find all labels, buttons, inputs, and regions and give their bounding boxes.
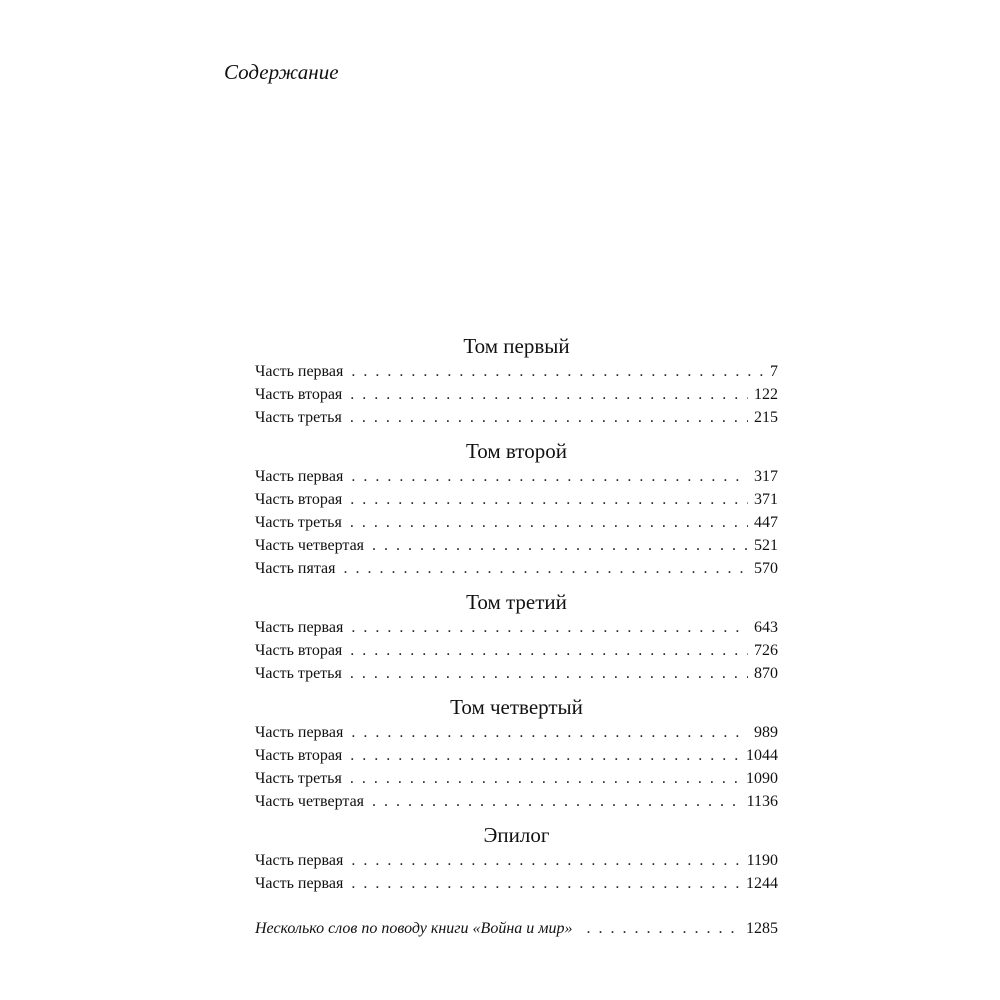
toc-entry[interactable] [255, 406, 778, 429]
toc-entry-label: Часть первая [255, 619, 344, 636]
toc-entry[interactable] [255, 744, 778, 767]
toc-entry[interactable] [255, 534, 778, 557]
toc-entry-label: Часть вторая [255, 386, 343, 403]
dot-leader [350, 511, 748, 534]
dot-leader [350, 662, 748, 685]
toc-entry-label: Часть третья [255, 770, 342, 787]
toc-entry[interactable] [255, 790, 778, 813]
toc-entry[interactable] [255, 616, 778, 639]
dot-leader [586, 917, 740, 940]
dot-leader [372, 790, 741, 813]
toc-entry-page-number: 1244 [746, 875, 778, 892]
toc-entry-label: Часть четвертая [255, 537, 365, 554]
dot-leader [372, 534, 748, 557]
toc-volume-1 [255, 332, 778, 429]
toc-entry[interactable] [255, 721, 778, 744]
toc-entry-label: Часть первая [255, 363, 344, 380]
toc-entry-page-number: 1285 [746, 920, 778, 937]
toc-entry[interactable] [255, 557, 778, 580]
volume-title: Том четвертый [450, 695, 583, 719]
toc-entry-label: Часть третья [255, 514, 342, 531]
dot-leader [350, 744, 740, 767]
toc-entry[interactable] [255, 767, 778, 790]
toc-entry-page-number: 7 [770, 363, 778, 380]
toc-entry-label: Часть вторая [255, 642, 343, 659]
toc-entry-label: Часть первая [255, 875, 344, 892]
dot-leader [350, 488, 748, 511]
toc-entry[interactable] [255, 511, 778, 534]
dot-leader [351, 360, 764, 383]
dot-leader [351, 465, 748, 488]
toc-entry-label: Часть третья [255, 409, 342, 426]
toc-entry[interactable] [255, 360, 778, 383]
table-of-contents [255, 332, 778, 940]
dot-leader [343, 557, 748, 580]
toc-entry[interactable] [255, 488, 778, 511]
toc-epilogue [255, 821, 778, 895]
toc-entry[interactable] [255, 639, 778, 662]
toc-entry-page-number: 570 [754, 560, 778, 577]
toc-entry-afterword[interactable] [255, 917, 778, 940]
dot-leader [351, 872, 740, 895]
toc-volume-2 [255, 437, 778, 580]
toc-entry-page-number: 1090 [746, 770, 778, 787]
toc-entry[interactable] [255, 465, 778, 488]
toc-entry-page-number: 726 [754, 642, 778, 659]
volume-title: Том второй [466, 439, 567, 463]
toc-entry-label: Часть пятая [255, 560, 336, 577]
page-title: Содержание [224, 60, 339, 84]
toc-entry-page-number: 1190 [746, 852, 778, 869]
volume-title: Том первый [463, 334, 570, 358]
toc-entry-label: Часть вторая [255, 747, 343, 764]
toc-entry-page-number: 122 [754, 386, 778, 403]
dot-leader [351, 721, 748, 744]
toc-entry-label: Несколько слов по поводу книги «Война и мир» [255, 920, 573, 937]
toc-entry-page-number: 521 [754, 537, 778, 554]
toc-entry-label: Часть вторая [255, 491, 343, 508]
toc-entry-page-number: 447 [754, 514, 778, 531]
dot-leader [351, 849, 740, 872]
toc-entry[interactable] [255, 849, 778, 872]
toc-entry-page-number: 1136 [746, 793, 778, 810]
volume-title: Эпилог [483, 823, 550, 847]
toc-volume-3 [255, 588, 778, 685]
toc-entry-label: Часть первая [255, 724, 344, 741]
dot-leader [350, 639, 748, 662]
toc-entry-label: Часть первая [255, 852, 344, 869]
toc-volume-4 [255, 693, 778, 813]
dot-leader [350, 383, 748, 406]
toc-entry-page-number: 870 [754, 665, 778, 682]
toc-entry-page-number: 1044 [746, 747, 778, 764]
toc-entry[interactable] [255, 383, 778, 406]
toc-entry-label: Часть первая [255, 468, 344, 485]
dot-leader [350, 406, 748, 429]
dot-leader [350, 767, 740, 790]
dot-leader [351, 616, 748, 639]
toc-entry-label: Часть четвертая [255, 793, 365, 810]
volume-title: Том третий [466, 590, 567, 614]
toc-entry-page-number: 215 [754, 409, 778, 426]
toc-entry-page-number: 317 [754, 468, 778, 485]
toc-entry[interactable] [255, 872, 778, 895]
toc-entry-page-number: 371 [754, 491, 778, 508]
toc-entry-page-number: 643 [754, 619, 778, 636]
toc-entry-label: Часть третья [255, 665, 342, 682]
toc-entry-page-number: 989 [754, 724, 778, 741]
toc-entry[interactable] [255, 662, 778, 685]
